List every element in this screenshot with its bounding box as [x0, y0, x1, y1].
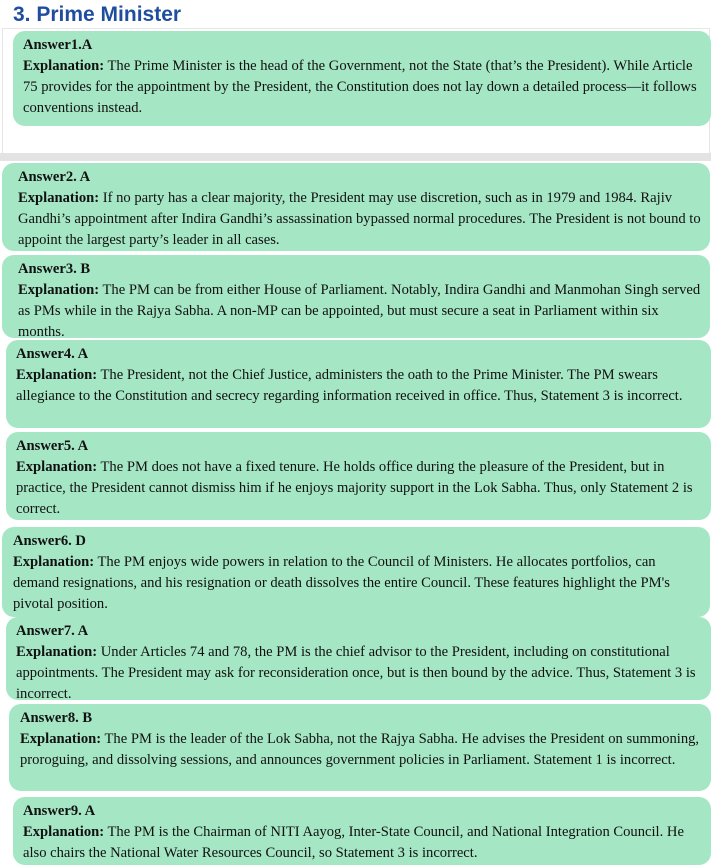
answer-card-8 [9, 704, 711, 791]
answer-explanation [18, 188, 702, 251]
answer-card-7 [6, 617, 711, 700]
explanation-text: The Prime Minister is the head of the Government, not the State (that’s the President). While Article 75 provides for the appointment by the President, the Constitution does not lay down a detailed process—it follows conventions instead. [23, 58, 697, 116]
answer-label: Answer6. D [13, 533, 86, 549]
answer-card-3 [2, 255, 710, 338]
explanation-text: The President, not the Chief Justice, administers the oath to the Prime Minister. The PM swears allegiance to the Constitution and secrecy regarding information received in office. Thus, Statement 3 is incorrect. [16, 367, 683, 404]
explanation-label: Explanation: [16, 644, 98, 660]
answer-card-9 [13, 797, 711, 865]
answer-label: Answer7. A [16, 623, 89, 639]
explanation-label: Explanation: [20, 731, 102, 747]
answer-explanation [16, 457, 703, 520]
explanation-text: The PM is the leader of the Lok Sabha, not the Rajya Sabha. He advises the President on summoning, proroguing, and dissolving sessions, and announces government policies in Parliament. Statement 1 is incorrect. [20, 731, 700, 768]
explanation-label: Explanation: [16, 459, 98, 475]
answer-explanation [23, 822, 703, 864]
explanation-label: Explanation: [18, 282, 100, 298]
explanation-label: Explanation: [23, 58, 105, 74]
explanation-label: Explanation: [23, 824, 105, 840]
answer-card-6 [2, 527, 710, 617]
explanation-text: Under Articles 74 and 78, the PM is the chief advisor to the President, including on constitutional appointments. The President may ask for reconsideration once, but is then bound by the advice. Thus, Statement 3 is incorrect. [16, 644, 696, 702]
explanation-text: The PM is the Chairman of NITI Aayog, Inter-State Council, and National Integration Council. He also chairs the National Water Resources Council, so Statement 3 is incorrect. [23, 824, 684, 861]
answer-card-5 [6, 432, 711, 520]
explanation-text: The PM can be from either House of Parliament. Notably, Indira Gandhi and Manmohan Singh served as PMs while in the Rajya Sabha. A non-MP can be appointed, but must secure a seat in Parliament within six months. [18, 282, 701, 340]
answer-card-1 [13, 31, 711, 126]
answer-card-4 [6, 340, 711, 428]
explanation-label: Explanation: [13, 554, 95, 570]
explanation-label: Explanation: [16, 367, 98, 383]
answer-label: Answer1.A [23, 37, 93, 53]
section-title: 3. Prime Minister [13, 3, 182, 26]
answer-label: Answer2. A [18, 169, 91, 185]
section-divider [0, 153, 711, 161]
answer-explanation [23, 56, 703, 119]
answer-explanation [16, 365, 703, 407]
answer-explanation [16, 642, 703, 705]
answer-label: Answer4. A [16, 346, 89, 362]
answer-label: Answer8. B [20, 710, 93, 726]
answer-explanation [20, 729, 703, 771]
explanation-text: The PM does not have a fixed tenure. He holds office during the pleasure of the President, but in practice, the President cannot dismiss him if he enjoys majority support in the Lok Sabha. Thus, only Statement 2 is correct. [16, 459, 693, 517]
explanation-text: The PM enjoys wide powers in relation to the Council of Ministers. He allocates portfolios, can demand resignations, and his resignation or death dissolves the entire Council. These features highlight the PM's pivotal position. [13, 554, 670, 612]
answer-explanation [18, 280, 702, 343]
explanation-label: Explanation: [18, 190, 100, 206]
answer-card-2 [2, 163, 710, 251]
answer-label: Answer9. A [23, 803, 96, 819]
answer-label: Answer3. B [18, 261, 91, 277]
explanation-text: If no party has a clear majority, the President may use discretion, such as in 1979 and 1984. Rajiv Gandhi’s appointment after Indira Gandhi’s assassination bypassed normal procedures. The President is not bound to appoint the largest party’s leader in all cases. [18, 190, 701, 248]
answer-explanation [13, 552, 702, 615]
answer-label: Answer5. A [16, 438, 89, 454]
